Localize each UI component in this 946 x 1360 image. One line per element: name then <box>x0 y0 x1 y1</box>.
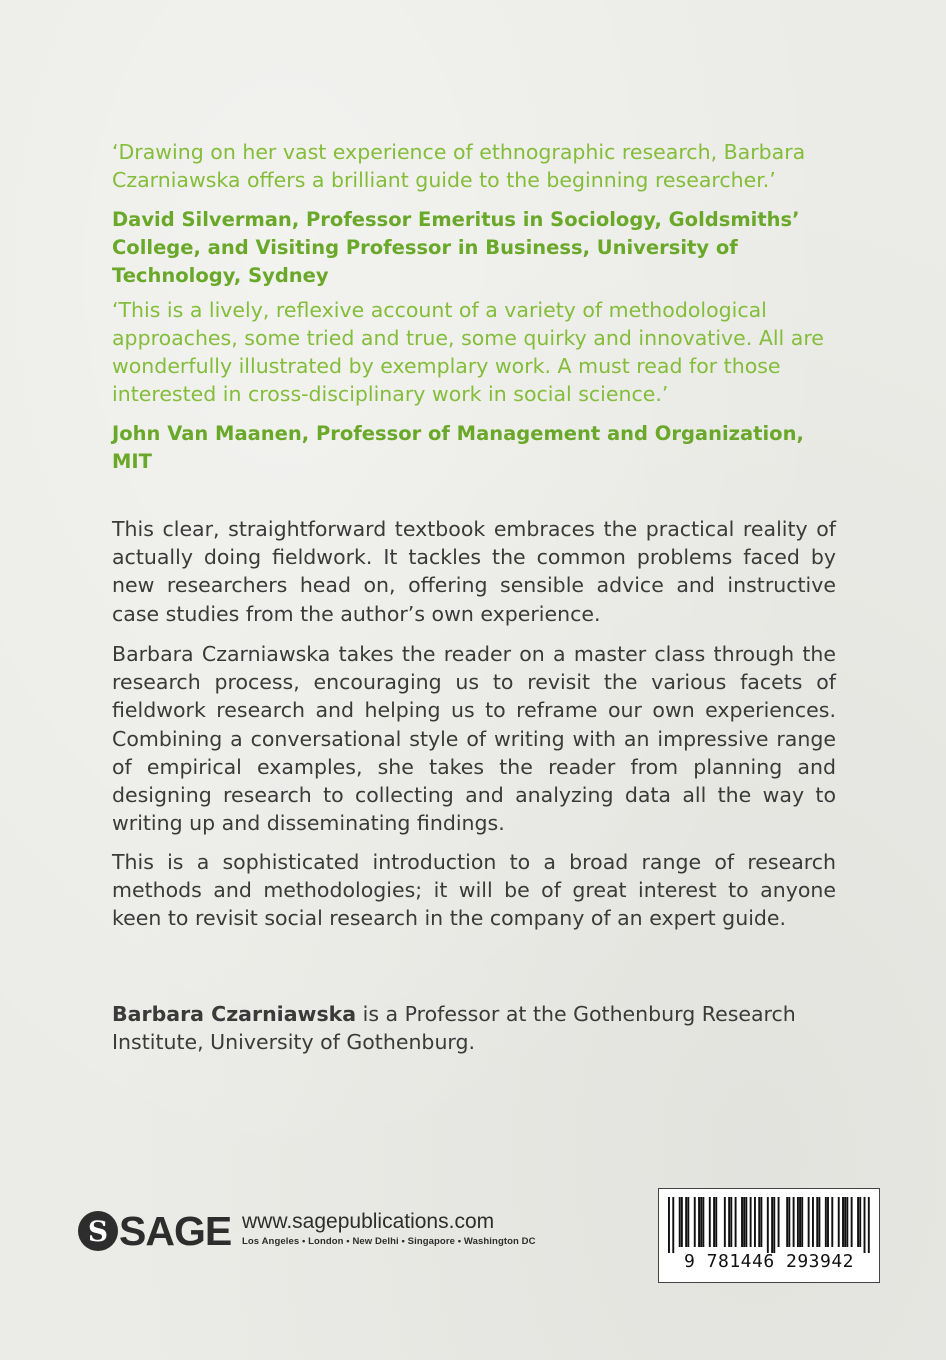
barcode-bar <box>773 1197 775 1253</box>
barcode-bar <box>801 1197 803 1247</box>
barcode-bar <box>797 1197 799 1247</box>
barcode-bar <box>672 1197 674 1253</box>
barcode-bar <box>825 1197 827 1247</box>
barcode-bar <box>750 1197 752 1247</box>
sage-logo-icon: S <box>78 1211 118 1251</box>
description-paragraph-3: This is a sophisticated introduction to a broad range of research methods and methodologies; it will be of great interest to anyone keen to revisit social research in the company of an expert guide. <box>112 850 836 931</box>
description-paragraph-1: This clear, straightforward textbook embraces the practical reality of actually doing fieldwork. It tackles the common problems faced by new researchers head on, offering sensible advice and instructive case studies from the author’s own experience. <box>112 517 836 626</box>
barcode-bar <box>816 1197 818 1247</box>
barcode-bar <box>724 1197 726 1247</box>
barcode-bar <box>818 1197 820 1247</box>
barcode-bar <box>694 1197 696 1247</box>
barcode-bar <box>679 1197 681 1247</box>
barcode-bar <box>827 1197 829 1247</box>
description-paragraph-2: Barbara Czarniawska takes the reader on a master class through the research process, encouraging us to revisit the various facets of fieldwork research and helping us to reframe our own experiences. Combining a conversational style of writing with an impressive range of empirical examples, she takes the reader from planning and designing research to collecting and analyzing data all the way to writing up and disseminating findings. <box>112 642 836 836</box>
barcode-bar <box>778 1197 780 1247</box>
barcode-bar <box>851 1197 853 1247</box>
barcode-bar <box>864 1197 866 1253</box>
barcode-bar <box>758 1197 760 1247</box>
sage-logo <box>78 1210 231 1252</box>
isbn-barcode <box>658 1188 880 1283</box>
barcode-bar <box>846 1197 848 1247</box>
barcode-bar <box>868 1197 870 1253</box>
barcode-bar <box>730 1197 732 1247</box>
barcode-bar <box>735 1197 737 1247</box>
barcode-bar <box>842 1197 844 1247</box>
barcode-bar <box>681 1197 683 1247</box>
barcode-bar <box>799 1197 801 1247</box>
barcode-bar <box>715 1197 717 1247</box>
barcode-bar <box>741 1197 743 1247</box>
author-name: Barbara Czarniawska <box>112 1002 357 1026</box>
barcode-bar <box>702 1197 704 1247</box>
quote-2-text: ‘This is a lively, reflexive account of a variety of methodological approaches, some tried and true, some quirky and innovative. All are wonderfully illustrated by exemplary work. A must read for those interested in cross-disciplinary work in social science.’ <box>112 298 824 406</box>
publisher-url: www.sagepublications.com <box>242 1210 495 1233</box>
barcode-bar <box>786 1197 788 1247</box>
publisher-cities: Los Angeles • London • New Delhi • Singapore • Washington DC <box>242 1236 536 1247</box>
barcode-bar <box>698 1197 700 1247</box>
barcode-bar <box>709 1197 711 1247</box>
barcode-bar <box>812 1197 814 1247</box>
barcode-bar <box>793 1197 795 1247</box>
barcode-bar <box>687 1197 689 1247</box>
barcode-bar <box>685 1197 687 1247</box>
barcode-bar <box>668 1197 670 1253</box>
barcode-bar <box>713 1197 715 1247</box>
barcode-bar <box>844 1197 846 1247</box>
barcode-bar <box>728 1197 730 1247</box>
barcode-bar <box>771 1197 773 1253</box>
barcode-bar <box>808 1197 810 1247</box>
barcode-bar <box>831 1197 833 1247</box>
barcode-bars-icon <box>668 1197 870 1253</box>
barcode-bar <box>838 1197 840 1247</box>
quote-1-attribution: David Silverman, Professor Emeritus in Sociology, Goldsmiths’ College, and Visiting Professor in Business, University of Technology, Sydney <box>112 208 800 287</box>
barcode-bar <box>743 1197 745 1247</box>
author-bio <box>112 1000 836 1056</box>
barcode-bar <box>857 1197 859 1247</box>
author-bio-text: is a Professor at the Gothenburg Research Institute, University of Gothenburg. <box>112 1002 796 1054</box>
barcode-bar <box>754 1197 756 1247</box>
barcode-bar <box>767 1197 769 1253</box>
quote-2-attribution: John Van Maanen, Professor of Management and Organization, MIT <box>112 422 804 473</box>
sage-logo-word: SAGE <box>119 1208 232 1254</box>
barcode-bar <box>700 1197 702 1247</box>
barcode-bar <box>788 1197 790 1247</box>
barcode-bar <box>745 1197 747 1247</box>
barcode-bar <box>859 1197 861 1247</box>
barcode-bar <box>760 1197 762 1247</box>
quote-1-text: ‘Drawing on her vast experience of ethnographic research, Barbara Czarniawska offers a brilliant guide to the beginning researcher.’ <box>112 140 806 192</box>
isbn-number: 9 781446 293942 <box>683 1251 855 1272</box>
